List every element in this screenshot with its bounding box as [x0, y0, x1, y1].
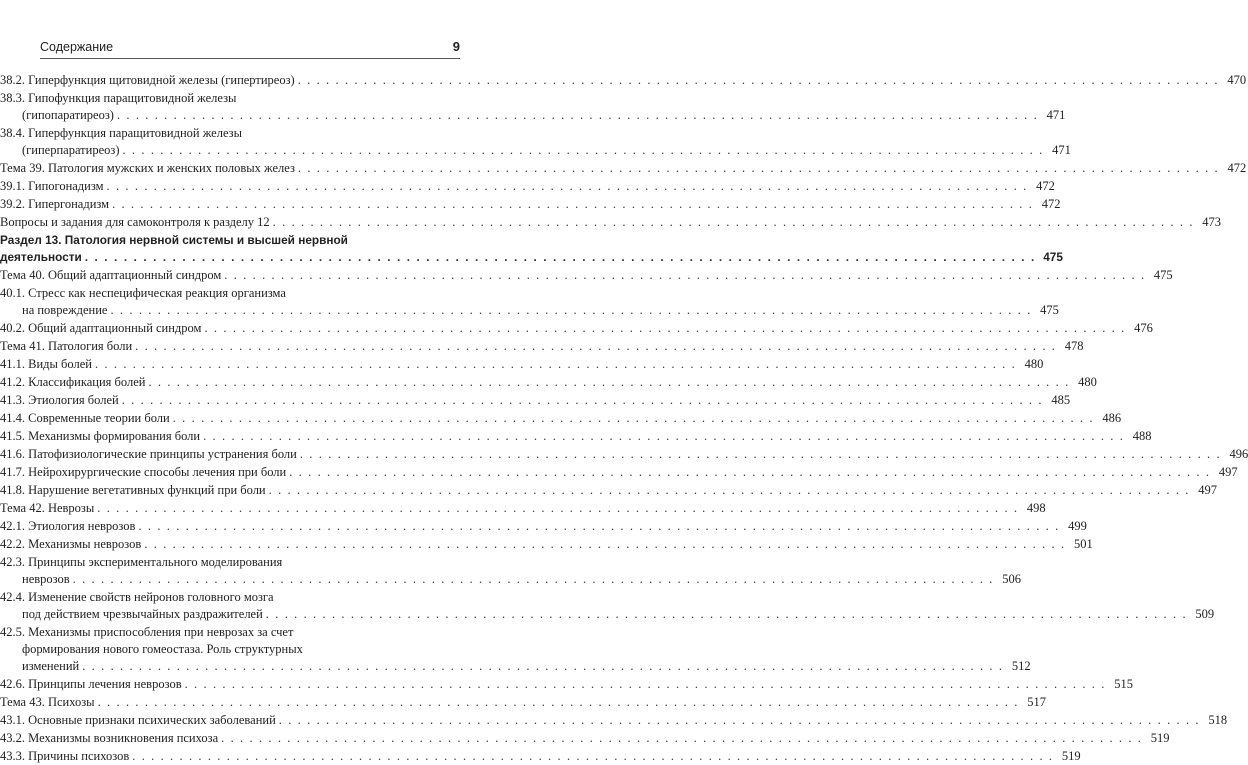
- toc-entry-title-line: 39.2. Гипергонадизм: [0, 197, 110, 211]
- toc-entry-title-line: 43.2. Механизмы возникновения психоза: [0, 731, 219, 745]
- toc-entry-page: 472: [1036, 179, 1055, 193]
- toc-entry: [0, 445, 1248, 463]
- toc-entry: [0, 159, 1247, 177]
- table-of-contents: [0, 71, 1248, 765]
- toc-entry-page: 486: [1102, 411, 1122, 425]
- toc-entry-title-line: (гиперпаратиреоз): [22, 143, 120, 157]
- dot-leader: [112, 195, 1033, 213]
- toc-entry-title-line: Тема 43. Психозы: [0, 695, 95, 709]
- toc-entry-title-line: 41.2. Классификация болей: [0, 375, 146, 389]
- toc-entry: [0, 391, 1071, 409]
- dot-leader: [122, 391, 1043, 409]
- dot-leader: [85, 248, 1036, 266]
- dot-leader: [300, 445, 1221, 463]
- toc-entry: [0, 729, 1170, 747]
- toc-entry: [0, 588, 1215, 623]
- toc-entry-page: 475: [1153, 268, 1173, 282]
- dot-leader: [138, 517, 1059, 535]
- toc-entry: [0, 535, 1093, 553]
- toc-entry-title-line: 42.4. Изменение свойств нейронов головного мозга: [0, 590, 274, 604]
- dot-leader: [144, 535, 1065, 553]
- toc-entry-page: 472: [1227, 161, 1247, 175]
- dot-leader: [148, 373, 1069, 391]
- toc-entry-page: 472: [1041, 197, 1061, 211]
- toc-entry-page: 488: [1132, 429, 1152, 443]
- toc-entry: [0, 177, 1055, 195]
- toc-entry-title-line: 42.2. Механизмы неврозов: [0, 537, 142, 551]
- toc-entry-title-line: 40.1. Стресс как неспецифическая реакция организма: [0, 286, 286, 300]
- dot-leader: [117, 106, 1038, 124]
- toc-entry: [0, 517, 1087, 535]
- dot-leader: [135, 337, 1056, 355]
- toc-entry-title-line: (гипопаратиреоз): [22, 108, 114, 122]
- toc-entry: [0, 195, 1061, 213]
- dot-leader: [98, 693, 1019, 711]
- dot-leader: [110, 301, 1031, 319]
- dot-leader: [269, 481, 1190, 499]
- toc-entry: [0, 71, 1247, 89]
- toc-entry-title-line: 42.5. Механизмы приспособления при неврозах за счет: [0, 625, 294, 639]
- toc-entry: [0, 693, 1046, 711]
- toc-entry-page: 485: [1051, 393, 1071, 407]
- dot-leader: [289, 463, 1210, 481]
- toc-entry-page: 498: [1026, 501, 1046, 515]
- page-number: 9: [452, 39, 460, 54]
- toc-entry-title-line: неврозов: [22, 572, 70, 586]
- dot-leader: [298, 71, 1219, 89]
- toc-entry-title-line: формирования нового гомеостаза. Роль структурных: [22, 642, 303, 656]
- toc-entry-page: 501: [1073, 537, 1093, 551]
- dot-leader: [204, 319, 1125, 337]
- toc-entry-title-line: 39.1. Гипогонадизм: [0, 179, 104, 193]
- toc-entry-title-line: 38.4. Гиперфункция паращитовидной железы: [0, 126, 243, 140]
- toc-entry-title-line: Тема 40. Общий адаптационный синдром: [0, 268, 222, 282]
- toc-entry: [0, 266, 1173, 284]
- toc-entry-page: 473: [1202, 215, 1222, 229]
- toc-entry-page: 497: [1198, 483, 1217, 497]
- toc-entry-page: 512: [1011, 659, 1031, 673]
- toc-entry-title-line: 38.3. Гипофункция паращитовидной железы: [0, 91, 237, 105]
- dot-leader: [173, 409, 1094, 427]
- toc-entry-title-line: 42.3. Принципы экспериментального моделирования: [0, 555, 283, 569]
- toc-entry: [0, 213, 1222, 231]
- toc-entry-page: 470: [1227, 73, 1247, 87]
- dot-leader: [273, 213, 1194, 231]
- toc-entry-title-line: 42.1. Этиология неврозов: [0, 519, 136, 533]
- toc-entry-title-line: 41.1. Виды болей: [0, 357, 92, 371]
- toc-entry-title-line: 43.1. Основные признаки психических заболеваний: [0, 713, 276, 727]
- toc-entry-title-line: 41.8. Нарушение вегетативных функций при боли: [0, 483, 266, 497]
- toc-entry-title-line: Вопросы и задания для самоконтроля к разделу 12: [0, 215, 270, 229]
- dot-leader: [132, 747, 1053, 765]
- dot-leader: [221, 729, 1142, 747]
- toc-entry-page: 478: [1064, 339, 1084, 353]
- toc-entry-title-line: изменений: [22, 659, 80, 673]
- toc-entry: [0, 124, 1071, 159]
- toc-entry: [0, 284, 1059, 319]
- toc-entry-page: 471: [1052, 143, 1071, 157]
- running-header: [40, 36, 460, 59]
- dot-leader: [298, 159, 1219, 177]
- toc-entry-title-line: 40.2. Общий адаптационный синдром: [0, 321, 202, 335]
- toc-entry: [0, 675, 1133, 693]
- toc-entry: [0, 89, 1066, 124]
- toc-entry-page: 519: [1150, 731, 1170, 745]
- toc-entry: [0, 337, 1084, 355]
- toc-entry: [0, 747, 1081, 765]
- toc-entry: [0, 373, 1097, 391]
- toc-entry-page: 506: [1002, 572, 1022, 586]
- toc-entry-page: 480: [1078, 375, 1097, 389]
- toc-entry-page: 497: [1218, 465, 1238, 479]
- dot-leader: [82, 657, 1003, 675]
- toc-entry: [0, 499, 1046, 517]
- dot-leader: [107, 177, 1028, 195]
- dot-leader: [203, 427, 1124, 445]
- toc-entry-title-line: Тема 42. Неврозы: [0, 501, 95, 515]
- toc-entry: [0, 463, 1238, 481]
- toc-entry: [0, 623, 1031, 675]
- toc-entry-title-line: 43.3. Причины психозов: [0, 749, 130, 763]
- toc-entry: [0, 481, 1217, 499]
- toc-entry-title-line: 38.2. Гиперфункция щитовидной железы (гипертиреоз): [0, 73, 295, 87]
- toc-entry-title-line: деятельности: [0, 250, 82, 264]
- toc-entry: [0, 409, 1122, 427]
- toc-entry-title-line: 41.7. Нейрохирургические способы лечения при боли: [0, 465, 287, 479]
- toc-entry-page: 476: [1134, 321, 1153, 335]
- dot-leader: [97, 499, 1018, 517]
- dot-leader: [224, 266, 1145, 284]
- toc-entry-page: 471: [1046, 108, 1066, 122]
- dot-leader: [95, 355, 1016, 373]
- toc-entry-page: 518: [1208, 713, 1228, 727]
- toc-entry-page: 475: [1043, 250, 1063, 264]
- toc-entry: [0, 231, 1063, 266]
- dot-leader: [73, 570, 994, 588]
- toc-entry: [0, 711, 1228, 729]
- toc-entry-title-line: под действием чрезвычайных раздражителей: [22, 607, 263, 621]
- toc-entry-title-line: 42.6. Принципы лечения неврозов: [0, 677, 182, 691]
- toc-entry: [0, 319, 1153, 337]
- dot-leader: [279, 711, 1200, 729]
- dot-leader: [266, 605, 1187, 623]
- toc-entry: [0, 553, 1022, 588]
- toc-entry-title-line: 41.3. Этиология болей: [0, 393, 119, 407]
- toc-entry-page: 496: [1229, 447, 1248, 461]
- running-header-title: Содержание: [40, 40, 114, 54]
- toc-entry-title-line: на повреждение: [22, 303, 108, 317]
- toc-entry: [0, 427, 1152, 445]
- toc-entry-page: 515: [1114, 677, 1133, 691]
- toc-entry-page: 475: [1040, 303, 1059, 317]
- dot-leader: [185, 675, 1106, 693]
- toc-entry-title-line: Раздел 13. Патология нервной системы и высшей нервной: [0, 233, 348, 247]
- toc-entry-page: 499: [1068, 519, 1087, 533]
- toc-entry: [0, 355, 1044, 373]
- toc-entry-title-line: Тема 39. Патология мужских и женских половых желез: [0, 161, 295, 175]
- toc-entry-title-line: Тема 41. Патология боли: [0, 339, 133, 353]
- dot-leader: [122, 141, 1043, 159]
- toc-entry-title-line: 41.4. Современные теории боли: [0, 411, 170, 425]
- toc-entry-title-line: 41.5. Механизмы формирования боли: [0, 429, 201, 443]
- toc-entry-title-line: 41.6. Патофизиологические принципы устранения боли: [0, 447, 297, 461]
- toc-entry-page: 517: [1027, 695, 1046, 709]
- toc-entry-page: 480: [1024, 357, 1044, 371]
- toc-entry-page: 519: [1061, 749, 1081, 763]
- toc-entry-page: 509: [1195, 607, 1215, 621]
